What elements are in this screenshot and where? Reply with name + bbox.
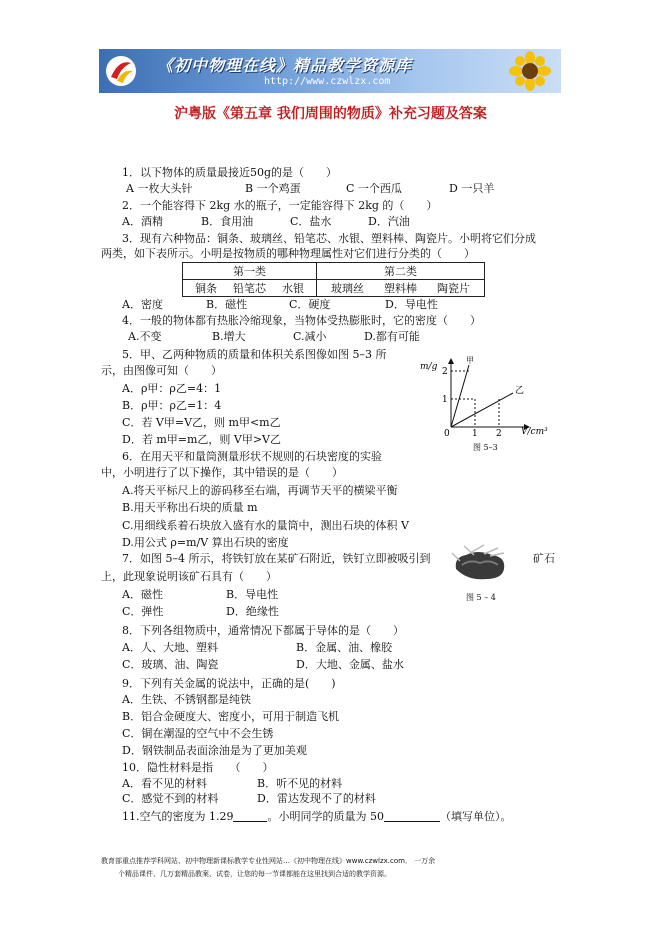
question-4: 4．一般的物体都有热胀冷缩现象，当物体受热膨胀时，它的密度（ ） — [122, 314, 481, 327]
q10-option-a: A．看不见的材料 — [122, 777, 207, 790]
document-title: 沪粤版《第五章 我们周围的物质》补充习题及答案 — [174, 106, 487, 122]
table-item: 铜条 — [195, 282, 217, 295]
q9-option-b: B．铝合金硬度大、密度小，可用于制造飞机 — [122, 710, 340, 723]
site-url: http://www.czwlzx.com — [264, 76, 391, 87]
question-7-line-2: 上，此现象说明该矿石具有（ ） — [101, 570, 277, 583]
q6-option-a: A.将天平标尺上的游码移至右端，再调节天平的横梁平衡 — [122, 484, 398, 497]
q11-text-part-2: 。小明同学的质量为 50 — [267, 810, 384, 823]
figure-5-3-caption: 图 5–3 — [473, 443, 498, 452]
question-5-line-1: 5．甲、乙两种物质的质量和体积关系图像如图 5–3 所 — [122, 348, 387, 361]
x-tick-label: 0 — [444, 429, 450, 437]
question-7-line-1-end: 矿石 — [533, 552, 555, 565]
table-item: 陶瓷片 — [437, 282, 470, 295]
table-cell-group-1 — [183, 280, 317, 297]
question-5-line-2: 示，由图像可知（ ） — [101, 364, 222, 377]
q9-option-d: D．钢铁制品表面涂油是为了更加美观 — [122, 744, 307, 757]
q5-option-c: C．若 V甲=V乙，则 m甲<m乙 — [122, 416, 281, 429]
q8-option-d: D．大地、金属、盐水 — [296, 658, 404, 671]
figure-5-4-caption: 图 5 – 4 — [466, 593, 496, 602]
y-tick-label: 1 — [442, 395, 448, 405]
table-item: 玻璃丝 — [331, 282, 364, 295]
q11-text-part-3: （填写单位）。 — [439, 810, 512, 823]
site-name: 《初中物理在线》精品教学资源库 — [157, 56, 413, 75]
q9-option-c: C．铜在潮湿的空气中不会生锈 — [122, 727, 274, 740]
q8-option-c: C．玻璃、油、陶瓷 — [122, 658, 219, 671]
q6-option-b: B.用天平称出石块的质量 m — [122, 501, 258, 514]
series-line-yi — [451, 393, 513, 427]
q10-option-c: C．感觉不到的材料 — [122, 792, 219, 805]
q4-option-b: B.增大 — [212, 330, 246, 343]
q11-blank-1 — [233, 810, 267, 822]
q10-option-d: D．雷达发现不了的材料 — [257, 792, 376, 805]
q11-text-part-1: 11.空气的密度为 1.29 — [122, 810, 234, 823]
q5-option-d: D．若 m甲=m乙，则 V甲>V乙 — [122, 433, 281, 446]
q11-blank-2 — [384, 810, 440, 822]
site-logo-icon — [105, 55, 137, 87]
y-tick-label: 2 — [442, 367, 448, 377]
q1-option-d: D 一只羊 — [449, 182, 495, 195]
q5-option-a: A．ρ甲：ρ乙=4：1 — [122, 382, 222, 395]
question-10: 10．隐性材料是指 （ ） — [122, 761, 274, 774]
question-7-line-1: 7．如图 5–4 所示，将铁钉放在某矿石附近，铁钉立即被吸引到 — [122, 552, 431, 565]
x-axis-label: V/cm³ — [521, 427, 548, 437]
sunflower-icon — [505, 51, 555, 91]
q2-option-b: B．食用油 — [201, 215, 254, 228]
x-tick-label: 1 — [472, 429, 478, 437]
magnetite-with-nails-image — [450, 543, 510, 583]
question-1: 1．以下物体的质量最接近50g的是（ ） — [122, 166, 338, 179]
q9-option-a: A．生铁、不锈钢都是纯铁 — [122, 693, 251, 706]
y-axis-arrow-icon — [448, 358, 454, 364]
q7-option-a: A．磁性 — [122, 588, 163, 601]
table-header-group-1: 第一类 — [183, 263, 317, 280]
q6-option-c: C.用细线系着石块放入盛有水的量筒中，测出石块的体积 V — [122, 519, 409, 532]
series-label-jia: 甲 — [466, 356, 474, 365]
table-cell-group-2 — [317, 280, 485, 297]
series-label-yi: 乙 — [515, 386, 525, 396]
q3-option-a: A．密度 — [122, 298, 163, 311]
q7-option-c: C．弹性 — [122, 605, 164, 618]
q4-option-d: D.都有可能 — [364, 330, 420, 343]
question-2: 2．一个能容得下 2kg 水的瓶子，一定能容得下 2kg 的（ ） — [122, 199, 438, 212]
q4-option-a: A.不变 — [128, 330, 162, 343]
table-item: 水银 — [282, 282, 304, 295]
q4-option-c: C.减小 — [293, 330, 327, 343]
table-item: 铅笔芯 — [233, 282, 266, 295]
question-8: 8．下列各组物质中，通常情况下都属于导体的是（ ） — [122, 624, 404, 637]
series-line-jia — [451, 365, 469, 427]
q1-option-c: C 一个西瓜 — [346, 182, 402, 195]
classification-table — [182, 262, 485, 297]
question-3-line-1: 3．现有六种物品：铜条、玻璃丝、铅笔芯、水银、塑料棒、陶瓷片。小明将它们分成 — [122, 232, 536, 245]
q1-option-a: A 一枚大头针 — [126, 182, 193, 195]
footer-line-2: 个精品课件、几万套精品教案、试卷，让您的每一节课都能在这里找到合适的教学资源。 — [118, 870, 391, 878]
q1-option-b: B 一个鸡蛋 — [245, 182, 301, 195]
x-tick-label: 2 — [496, 429, 502, 437]
q3-option-d: D．导电性 — [385, 298, 438, 311]
q3-option-b: B．磁性 — [206, 298, 248, 311]
y-axis-label: m/g — [420, 362, 438, 372]
q2-option-a: A．酒精 — [122, 215, 163, 228]
question-6-line-2: 中，小明进行了以下操作，其中错误的是（ ） — [101, 466, 343, 479]
mass-volume-graph — [417, 355, 559, 437]
q10-option-b: B．听不见的材料 — [257, 777, 343, 790]
question-6-line-1: 6．在用天平和量筒测量形状不规则的石块密度的实验 — [122, 450, 382, 463]
table-header-group-2: 第二类 — [317, 263, 485, 280]
q6-option-d: D.用公式 ρ=m/V 算出石块的密度 — [122, 536, 289, 549]
question-11 — [122, 809, 511, 825]
q2-option-c: C．盐水 — [290, 215, 332, 228]
q8-option-a: A．人、大地、塑料 — [122, 641, 218, 654]
question-9: 9．下列有关金属的说法中，正确的是( ) — [122, 677, 336, 690]
q3-option-c: C．硬度 — [289, 298, 331, 311]
q7-option-d: D．绝缘性 — [226, 605, 279, 618]
q8-option-b: B．金属、油、橡胶 — [296, 641, 393, 654]
table-item: 塑料棒 — [384, 282, 417, 295]
footer-line-1: 教育部重点推荐学科网站、初中物理新课标教学专业性网站…《初中物理在线》www.czwlzx.com． 一万余 — [101, 857, 436, 865]
q5-option-b: B．ρ甲：ρ乙=1：4 — [122, 399, 222, 412]
question-3-line-2: 两类，如下表所示。小明是按物质的哪种物理属性对它们进行分类的（ ） — [101, 247, 475, 260]
q7-option-b: B．导电性 — [226, 588, 279, 601]
q2-option-d: D．汽油 — [368, 215, 410, 228]
header-banner — [99, 49, 561, 93]
